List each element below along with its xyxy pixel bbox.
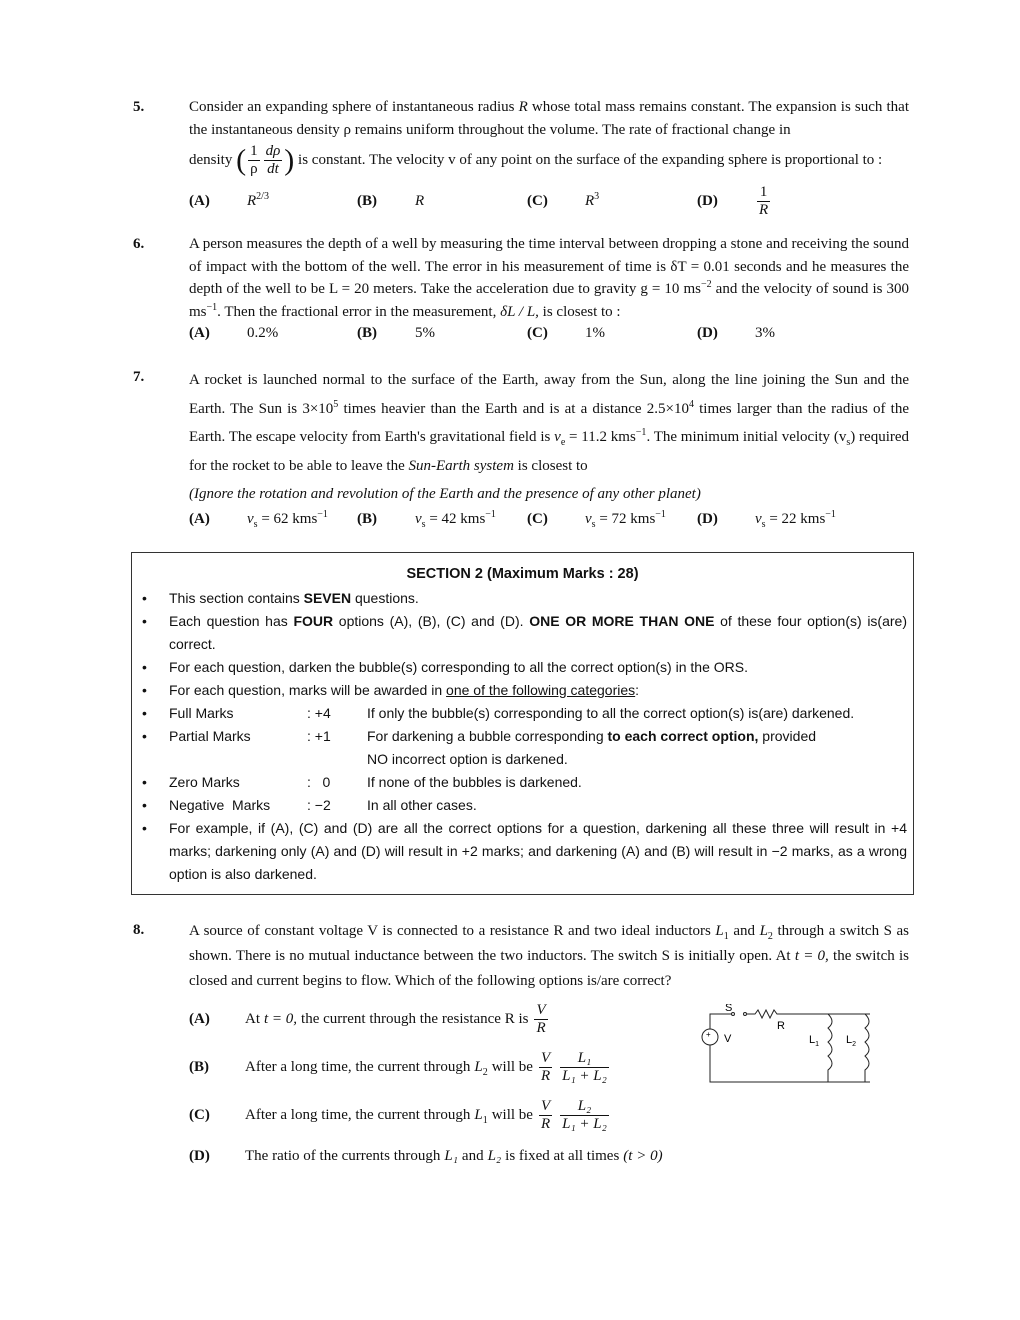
instruction-item: • Each question has FOUR options (A), (B), (C) and (D). ONE OR MORE THAN ONE of these four option(s) is(are) correct.	[142, 612, 907, 652]
option-a[interactable]: (A) $R^{2/3}$	[189, 190, 269, 210]
option-c[interactable]: (C) $R^3$	[527, 190, 600, 210]
resistor-icon	[747, 1010, 870, 1018]
resistor-label: R	[777, 1019, 785, 1032]
marks-full: • Full Marks : +4 If only the bubble(s) corresponding to all the correct option(s) is(are) darkened.	[142, 704, 855, 721]
question-8-options	[189, 1000, 909, 1170]
l1-label: $L_1$	[809, 1033, 820, 1048]
option-d[interactable]: (D) 3%	[697, 325, 775, 342]
question-5-options	[189, 184, 909, 219]
circuit-diagram	[695, 1004, 880, 1089]
l2-label: $L_2$	[846, 1033, 857, 1048]
option-b[interactable]: (B) R	[357, 192, 425, 210]
question-7-text: A rocket is launched normal to the surface of the Earth, away from the Sun, along the line joining the Sun and the Earth. The Sun is $3\times 10^5$ times heavier than the Earth and is at a distance $2.5\times 10^4$ times larger than the radius of the Earth. The escape velocity from Earth's gravitational field is $v_e = 11.2$ kms$^{-1}$. The minimum initial velocity $(v_s)$ required for the rocket to be able to leave the Sun-Earth system is closest to (Ignore the rotation and revolution of the Earth and the presence of any other planet)	[189, 372, 910, 503]
question-number: 7.	[133, 369, 145, 386]
question-5-text: Consider an expanding sphere of instantaneous radius R whose total mass remains constant. The expansion is such that the instantaneous density ρ remains uniform throughout the volume. The rate of fractional change in density ( $\frac{1}{\rho}$ $\frac{d\rho}{dt}$ ) is constant. The velocity v of any point on the surface of the expanding sphere is proportional to :	[189, 99, 910, 177]
option-b[interactable]: (B) After a long time, the current through $L_2$ will be $\frac{V}{R}$ $\frac{\text{L₁}}{\text{L₁ + L₂}}$	[189, 1050, 607, 1085]
instruction-item: • This section contains SEVEN questions.	[142, 589, 419, 606]
question-number: 6.	[133, 236, 145, 252]
option-c[interactable]: (C) 1%	[527, 325, 605, 342]
option-b[interactable]: (B) $v_s = 42$ kms$^{-1}$	[357, 508, 496, 530]
instruction-item: • For each question, marks will be awarded in one of the following categories:	[142, 681, 640, 698]
question-number: 8.	[133, 921, 145, 938]
question-7-options	[189, 508, 909, 530]
marks-partial: • Partial Marks : +1 For darkening a bubble corresponding to each correct option, provided NO incorrect option is darkened.	[142, 727, 817, 767]
question-6-options	[189, 325, 909, 342]
section-title: SECTION 2 (Maximum Marks : 28)	[406, 565, 639, 582]
marks-negative: • Negative Marks : −2 In all other cases.	[142, 796, 477, 813]
question-8	[133, 919, 1020, 1178]
marks-zero: • Zero Marks : 0 If none of the bubbles is darkened.	[142, 773, 582, 790]
option-d[interactable]: (D) The ratio of the currents through L₁ and L₂ is fixed at all times (t > 0)	[189, 1148, 663, 1165]
question-number: 5.	[133, 99, 145, 115]
switch-label: S	[725, 1003, 733, 1014]
question-5	[133, 96, 1020, 219]
question-6	[133, 233, 1020, 342]
option-d[interactable]: (D) $v_s = 22$ kms$^{-1}$	[697, 508, 836, 530]
question-8-text: A source of constant voltage V is connected to a resistance R and two ideal inductors $L_1$ and $L_2$ through a switch S as shown. There is no mutual inductance between the two inductors. The switch S is initially open. At t = 0, the switch is closed and current begins to flow. Which of the following options is/are correct?	[189, 922, 910, 989]
question-7	[133, 366, 1020, 528]
voltage-label: V	[724, 1032, 732, 1045]
option-a[interactable]: (A) At t = 0, the current through the resistance R is $\frac{V}{R}$	[189, 1002, 546, 1037]
question-6-text: A person measures the depth of a well by measuring the time interval between dropping a stone and receiving the sound of impact with the bottom of the well. The error in his measurement of time is δT = 0.01 seconds and he measures the depth of the well to be L = 20 meters. Take the acceleration due to gravity g = 10 $ms^{-2}$ and the velocity of sound is 300 $ms^{-1}$. Then the fractional error in the measurement, δL / L, is closest to :	[189, 236, 910, 320]
instruction-example: • For example, if (A), (C) and (D) are all the correct options for a question, darkening all these three will result in +4 marks; darkening only (A) and (D) will result in +2 marks; and darkening (A) and (B) will result in −2 marks, as a wrong option is also darkened.	[142, 819, 907, 882]
option-c[interactable]: (C) After a long time, the current through $L_1$ will be $\frac{V}{R}$ $\frac{\text{L₂}}{\text{L₁ + L₂}}$	[189, 1098, 607, 1133]
inductor-l1-icon	[828, 1014, 832, 1082]
option-a[interactable]: (A) $v_s = 62$ kms$^{-1}$	[189, 508, 328, 530]
option-c[interactable]: (C) $v_s = 72$ kms$^{-1}$	[527, 508, 666, 530]
section-2-instructions	[131, 552, 914, 895]
option-b[interactable]: (B) 5%	[357, 325, 435, 342]
plus-sign: +	[706, 1029, 711, 1039]
option-d[interactable]: (D) $\frac{1}{R}$	[697, 184, 769, 218]
inductor-l2-icon	[865, 1014, 869, 1082]
instruction-item: • For each question, darken the bubble(s) corresponding to all the correct option(s) in the ORS.	[142, 658, 748, 675]
option-a[interactable]: (A) 0.2%	[189, 325, 279, 342]
